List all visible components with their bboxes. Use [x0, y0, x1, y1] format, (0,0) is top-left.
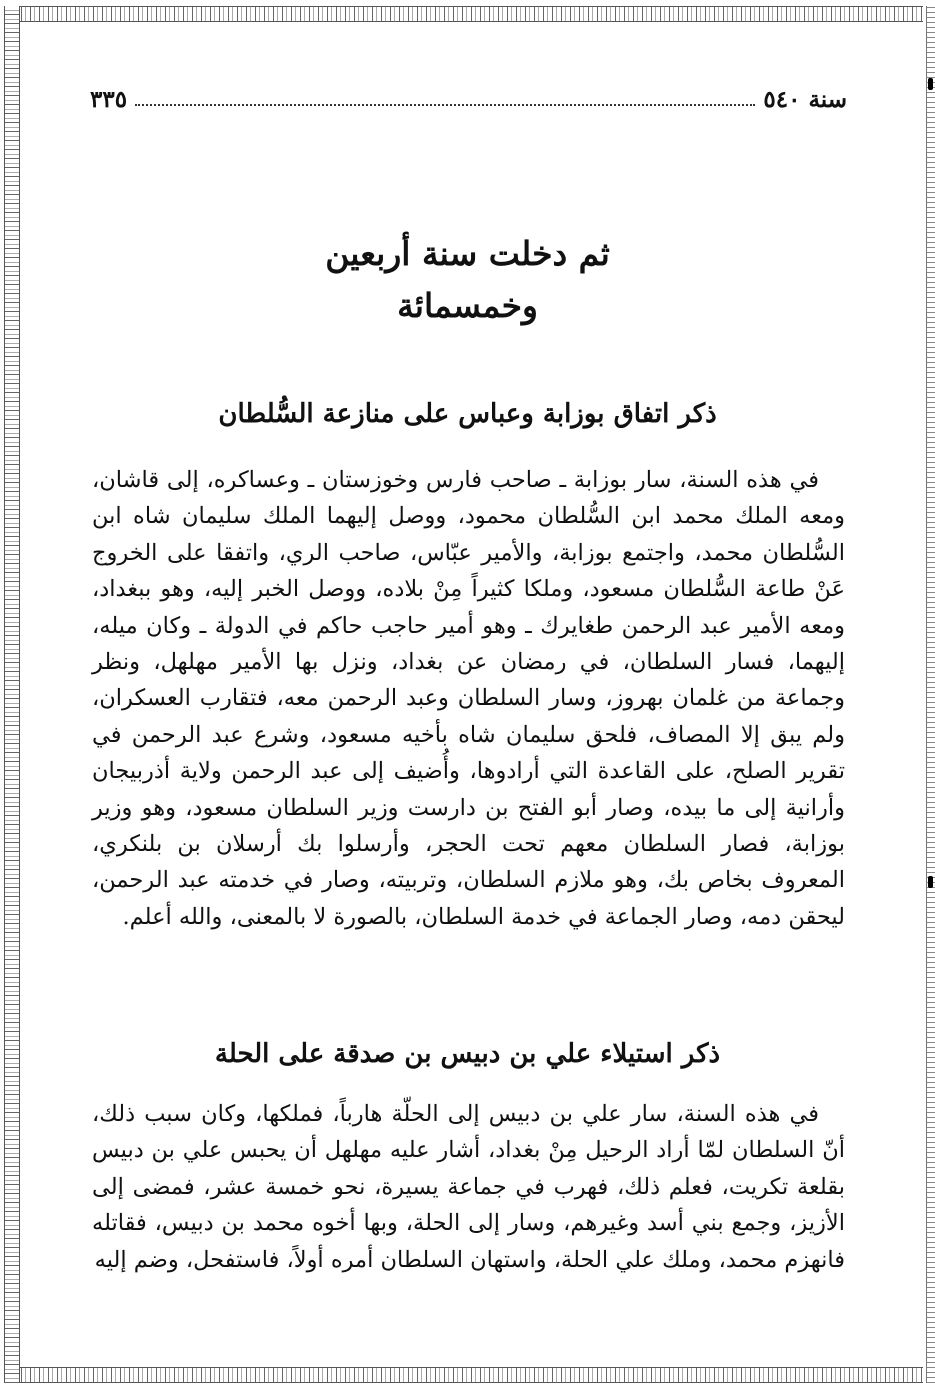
- chapter-title-line-2: وخمسمائة: [397, 286, 538, 325]
- paragraph: في هذه السنة، سار بوزابة ـ صاحب فارس وخوزستان ـ وعساكره، إلى قاشان، ومعه الملك محمد ابن السُّلطان محمود، ووصل إليهما الملك سليمان شاه ابن السُّلطان محمد، واجتمع بوزابة، والأمير عبّاس، صاحب الري، واتفقا على الخروج عَنْ طاعة السُّلطان مسعود، وملكا كثيراً مِنْ بلاده، ووصل الخبر إليه، وهو ببغداد، ومعه الأمير عبد الرحمن طغايرك ـ وهو أمير حاجب حاكم في الدولة ـ وكان ميله، إليهما، فسار السلطان، في رمضان عن بغداد، ونزل بها الأمير مهلهل، ونظر وجماعة من غلمان بهروز، وسار السلطان وعبد الرحمن معه، فتقارب العسكران، ولم يبق إلا المصاف، فلحق سليمان شاه بأخيه مسعود، وشرع عبد الرحمن في تقرير الصلح، على القاعدة التي أرادوها، وأُضيف إلى عبد الرحمن ولاية أذربيجان وأرانية إلى ما بيده، وصار أبو الفتح بن دارست وزير السلطان مسعود، وهو وزير بوزابة، فصار السلطان معهم تحت الحجر، وأرسلوا بك أرسلان بن بلنكري، المعروف بخاص بك، وهو ملازم السلطان، وتربيته، وصار في خدمته عبد الرحمن، ليحقن دمه، وصار الجماعة في خدمة السلطان، بالصورة لا بالمعنى، والله أعلم.: [92, 467, 846, 930]
- decorative-border-top: [12, 6, 923, 22]
- section-heading: ذكر اتفاق بوزابة وعباس على منازعة السُّلطان: [218, 399, 717, 429]
- leader-dots: [135, 104, 755, 106]
- chapter-title-line-1: ثم دخلت سنة أربعين: [325, 234, 610, 273]
- decorative-border-bottom: [12, 1367, 923, 1383]
- section-body: [92, 1096, 845, 1278]
- paragraph: في هذه السنة، سار علي بن دبيس إلى الحلّة هارباً، فملكها، وكان سبب ذلك، أنّ السلطان لمّا أراد الرحيل مِنْ بغداد، أشار عليه مهلهل أن يحبس علي بن دبيس بقلعة تكريت، فعلم ذلك، فهرب في جماعة يسيرة، نحو خمسة عشر، فمضى إلى الأزيز، وجمع بني أسد وغيرهم، وسار إلى الحلة، وبها أخوه محمد بن دبيس، فقاتله فانهزم محمد، وملك علي الحلة، واستهان السلطان أمره أولاً، فاستفحل، وضم إليه: [92, 1101, 845, 1273]
- chapter-title: [0, 228, 935, 332]
- running-head-year: سنة ٥٤٠: [763, 85, 847, 113]
- decorative-border-left: [4, 6, 20, 1383]
- section-body: [92, 462, 845, 935]
- page-number: ٣٣٥: [90, 85, 128, 113]
- section-heading: ذكر استيلاء علي بن دبيس بن صدقة على الحلة: [214, 1039, 721, 1069]
- margin-mark-icon: [928, 876, 933, 888]
- margin-mark-icon: [928, 78, 933, 90]
- running-head: [90, 84, 847, 114]
- page-edge-right: [926, 6, 935, 1383]
